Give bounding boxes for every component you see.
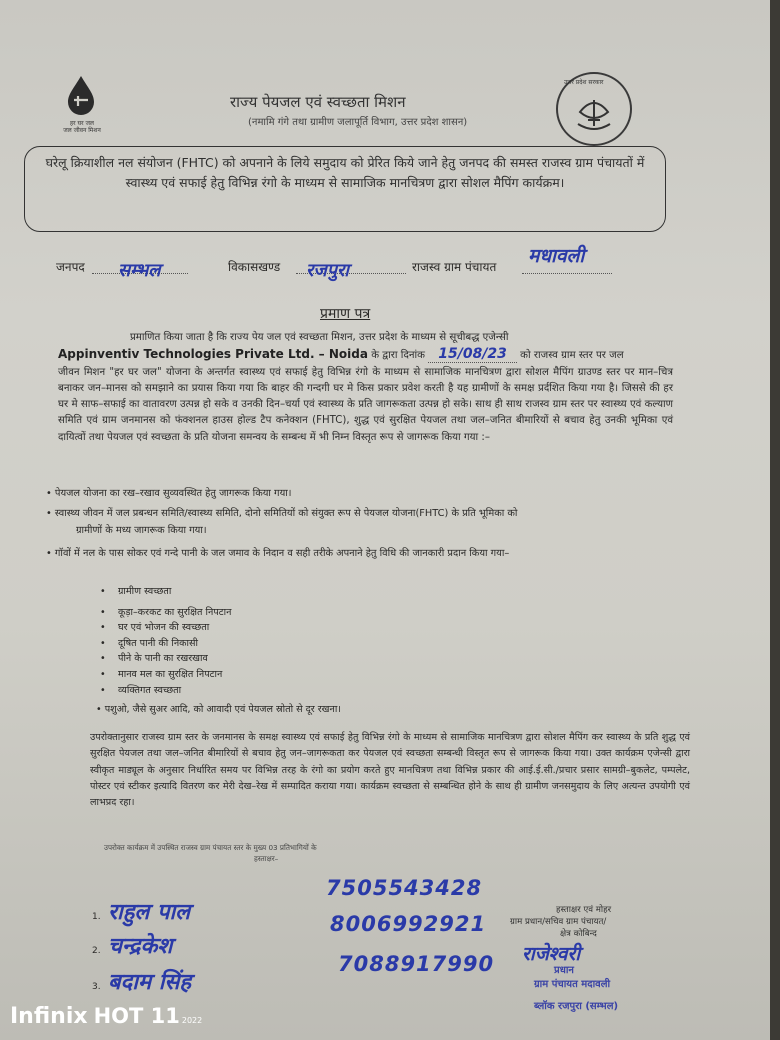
participant-number: 1. — [92, 912, 101, 922]
bullet-2: • स्वास्थ्य जीवन में जल प्रबन्धन समिति/स्वास्थ्य समिति, दोनो समितियों को संयुक्त रूप से पेयजल योजना(FHTC) के प्रति भूमिका को — [46, 508, 518, 519]
sign-area: क्षेत्र कोबिन्द — [560, 929, 597, 939]
list-item: • मानव मल का सुरक्षित निपटान — [100, 667, 231, 683]
list-item: • घर एवं भोजन की स्वच्छता — [100, 620, 231, 636]
participant-signature: चन्द्रकेश — [108, 934, 173, 959]
body-text-date-suffix: को राजस्व ग्राम स्तर पर जल — [520, 350, 624, 362]
block-value: रजपुरा — [306, 260, 349, 281]
bullet-2-cont: ग्रामीणों के मध्य जागरूक किया गया। — [76, 525, 207, 536]
bullet-text: स्वास्थ्य जीवन में जल प्रबन्धन समिति/स्वास्थ्य समिति, दोनो समितियों को संयुक्त रूप से पेयजल योजना(FHTC) के प्रति भूमिका को — [54, 508, 518, 519]
program-description: घरेलू क्रियाशील नल संयोजन (FHTC) को अपनाने के लिये समुदाय को प्रेरित किये जाने हेतु जनपद की समस्त राजस्व ग्राम पंचायतों में स्वास्थ्य एवं सफाई हेतु विभिन्न रंगो के माध्यम से सामाजिक मानचित्रण द्वारा सोशल मैपिंग कार्यक्रम। — [45, 155, 645, 190]
list-item: • दूषित पानी की निकासी — [100, 636, 231, 652]
bullet-3: • गॉवों में नल के पास सोकर एवं गन्दे पानी के जल जमाव के निदान व सही तरीके अपनाने हेतु विधि की जानकारी प्रदान किया गया– — [46, 548, 510, 559]
certificate-title: प्रमाण पत्र — [320, 306, 371, 322]
participant-1-phone: 7505543428 — [326, 876, 483, 900]
participant-number: 3. — [92, 982, 101, 992]
participant-signature: बदाम सिंह — [108, 970, 192, 995]
pradhan-signature: राजेश्वरी — [522, 943, 581, 965]
note-line-2: हस्ताक्षर– — [254, 854, 279, 863]
bullet-text: पशुओ, जैसे सुअर आदि, को आवादी एवं पेयजल स्रोतो से दूर रखना। — [104, 704, 341, 715]
page-edge-shadow — [770, 0, 780, 1040]
participant-1 — [92, 900, 191, 925]
pradhan-stamp — [520, 940, 700, 1020]
logo-caption-2: जल जीवन मिशन — [63, 127, 101, 134]
jal-jeevan-mission-logo — [52, 74, 112, 134]
bullet-animals: • पशुओ, जैसे सुअर आदि, को आवादी एवं पेयजल स्रोतो से दूर रखना। — [96, 704, 341, 715]
panchayat-label: राजस्व ग्राम पंचायत — [412, 260, 497, 274]
list-item: • व्यक्तिगत स्वच्छता — [100, 683, 231, 699]
list-item: • कूड़ा–करकट का सुरक्षित निपटान — [100, 605, 231, 621]
stamp-panchayat: ग्राम पंचायत मदावली — [534, 979, 611, 990]
certificate-body — [58, 330, 673, 446]
event-date: 15/08/23 — [428, 346, 517, 363]
seal-caption: उत्तर प्रदेश सरकार — [564, 79, 604, 86]
note-line-1: उपरोक्त कार्यक्रम में उपस्थित राजस्व ग्राम पंचायत स्तर के मुख्य 03 प्रतिभागियों के — [104, 843, 317, 852]
water-drop-icon — [64, 74, 98, 116]
participant-2 — [92, 934, 173, 959]
location-fields — [56, 245, 676, 281]
signature-block — [510, 904, 611, 940]
logo-caption-1: हर घर जल — [70, 120, 94, 127]
body-text-date-prefix: के द्वारा दिनांक — [371, 350, 425, 362]
participant-number: 2. — [92, 946, 101, 956]
participant-3-phone: 7088917990 — [338, 952, 495, 976]
watermark-model: HOT 11 — [93, 1004, 180, 1028]
body-line-2 — [58, 346, 673, 364]
bullet-text: गॉवों में नल के पास सोकर एवं गन्दे पानी के जल जमाव के निदान व सही तरीके अपनाने हेतु विधि की जानकारी प्रदान किया गया– — [54, 548, 510, 559]
participants-note — [104, 842, 317, 864]
block-label: विकासखण्ड — [228, 260, 281, 274]
watermark-brand: Infinix — [10, 1004, 88, 1029]
hygiene-topics-list — [100, 584, 231, 698]
body-line-1: प्रमाणित किया जाता है कि राज्य पेय जल एवं स्वच्छता मिशन, उत्तर प्रदेश के माध्यम से सूचीबद्ध एजेन्सी — [130, 332, 509, 343]
district-value: सम्भल — [118, 260, 161, 281]
summary-paragraph: उपरोक्तानुसार राजस्व ग्राम स्तर के जनमानस के समक्ष स्वास्थ्य एवं सफाई हेतु विभिन्न रंगो के माध्यम से सामाजिक मानचित्रण द्वारा सोशल मैपिंग कर स्वास्थ्य के प्रति शुद्ध एवं सुरक्षित पेयजल तथा जल–जनित बीमारियों से बचाव हेतु जन–जागरूकता कर पेयजल एवं स्वच्छता सम्बन्धी विस्तृत रूप से जागरूक किया गया। उक्त कार्यक्रम एजेन्सी द्वारा स्वीकृत माड्यूल के अनुसार निर्धारित समय पर विभिन्न तरह के रंगो का प्रयोग करते हुए मानचित्रण तथा विभिन्न प्रकार की आई.ई.सी./प्रचार प्रसार सामग्री–बुकलेट, पम्पलेट, पोस्टर एवं स्टीकर इत्यादि वितरण कर मेरी देख–रेख में सम्पादित कराया गया। कार्यक्रम स्वच्छता से सम्बन्धित होने के साथ ही ग्रामीण जनसमुदाय के लिए अत्यन्त उपयोगी एवं लाभप्रद रहा। — [90, 732, 690, 809]
participant-2-phone: 8006992921 — [330, 912, 487, 936]
bullet-1: • पेयजल योजना का रख–रखाव सुव्यवस्थित हेतु जागरूक किया गया। — [46, 488, 292, 499]
camera-watermark — [10, 1004, 202, 1029]
agency-name: Appinventiv Technologies Private Ltd. – Noida — [58, 347, 368, 362]
panchayat-value: मधावली — [528, 245, 585, 267]
bullet-text: पेयजल योजना का रख–रखाव सुव्यवस्थित हेतु जागरूक किया गया। — [54, 488, 292, 499]
list-item: • ग्रामीण स्वच्छता — [100, 584, 231, 600]
watermark-year: 2022 — [181, 1016, 203, 1025]
page-title: राज्य पेयजल एवं स्वच्छता मिशन — [230, 93, 406, 111]
body-paragraph: जीवन मिशन "हर घर जल" योजना के अन्तर्गत स्वास्थ्य एवं सफाई हेतु विभिन्न रंगो के माध्यम से सामाजिक मानचित्रण द्वारा सोशल मैपिंग ग्राउण्ड स्तर पर मान–चित्र बनाकर जन–मानस को समझाने का प्रयास किया गया कि बाहर की गन्दगी घर मे किस प्रकार प्रवेश करती है यह ग्रामीणों के समक्ष प्रर्दशित किया गया है। जिससे की हर घर मे साफ–सफाई का वातावरण उत्पन्न हो सके व उनकी दिन–चर्या एवं स्वास्थ्य के प्रति जागरूकता उत्पन्न हो सके। साथ ही साथ राजस्व ग्राम स्तर पर स्वास्थ्य एवं कल्याण समिति एवं ग्राम जनमानस को फंक्शनल हाउस होल्ड टैप कनेक्शन (FHTC), शुद्ध एवं सुरक्षित पेयजल तथा जल–जनित बीमारियों से बचाव हेतु उनकी भूमिका एवं दायित्वों तथा पेयजल एवं स्वच्छता के प्रति योजना समन्वय के सम्बन्ध में भी निम्न विस्तृत रूप से जागरूक किया गया :– — [58, 366, 673, 443]
sign-caption: हस्ताक्षर एवं मोहर — [556, 905, 612, 915]
participant-signature: राहुल पाल — [108, 900, 191, 925]
program-description-box — [24, 146, 666, 232]
district-label: जनपद — [56, 260, 85, 274]
up-government-seal — [556, 72, 632, 146]
participant-3 — [92, 970, 192, 995]
page-subtitle: (नमामि गंगे तथा ग्रामीण जलापूर्ति विभाग, उत्तर प्रदेश शासन) — [248, 117, 468, 128]
sign-role: ग्राम प्रधान/सचिव ग्राम पंचायत/ — [510, 917, 607, 927]
stamp-block: ब्लॉक रजपुरा (सम्भल) — [534, 1001, 619, 1012]
list-item: • पीने के पानी का रखरखाव — [100, 651, 231, 667]
stamp-designation: प्रधान — [554, 965, 574, 976]
